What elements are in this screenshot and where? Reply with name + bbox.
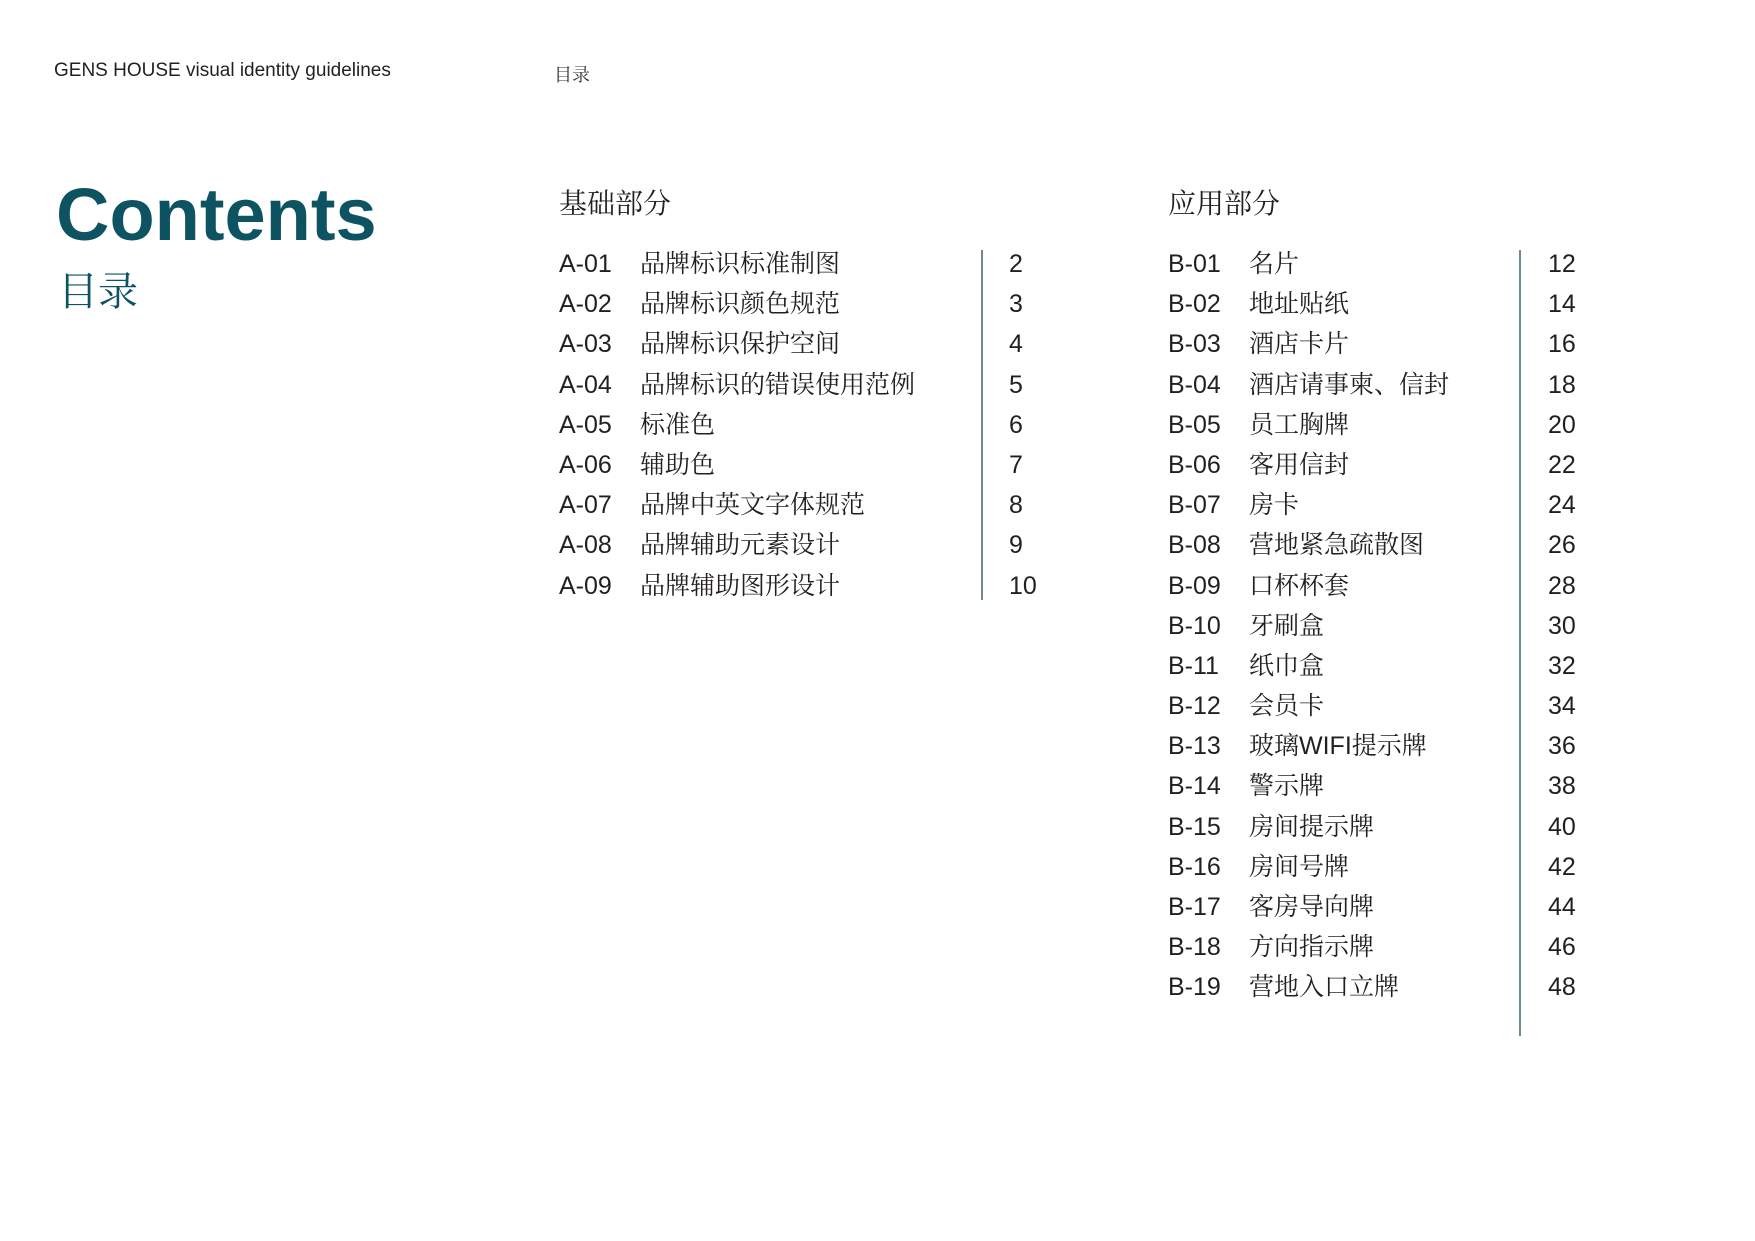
toc-row[interactable] xyxy=(559,405,1023,445)
toc-label: 口杯杯套 xyxy=(1249,571,1350,600)
toc-page: 9 xyxy=(1009,531,1023,560)
toc-page: 34 xyxy=(1548,692,1576,721)
toc-label: 方向指示牌 xyxy=(1249,933,1375,962)
toc-page: 8 xyxy=(1009,491,1023,520)
toc-label: 品牌标识的错误使用范例 xyxy=(640,370,916,399)
toc-label: 品牌标识颜色规范 xyxy=(640,290,841,319)
toc-row[interactable] xyxy=(559,284,1023,324)
toc-label: 员工胸牌 xyxy=(1249,410,1350,439)
toc-page: 10 xyxy=(1009,571,1037,600)
toc-code: B-02 xyxy=(1168,290,1221,319)
toc-row[interactable] xyxy=(1168,244,1576,284)
basic-section-title: 基础部分 xyxy=(559,188,672,219)
toc-row[interactable] xyxy=(1168,284,1576,324)
toc-page: 26 xyxy=(1548,531,1576,560)
toc-label: 牙刷盒 xyxy=(1249,611,1325,640)
toc-code: B-05 xyxy=(1168,410,1221,439)
toc-row[interactable] xyxy=(1168,967,1576,1007)
toc-row[interactable] xyxy=(559,445,1023,485)
toc-label: 名片 xyxy=(1249,250,1300,278)
toc-code: A-03 xyxy=(559,330,612,359)
toc-code: A-05 xyxy=(559,410,612,439)
toc-label: 客房导向牌 xyxy=(1249,893,1375,921)
basic-section-list xyxy=(559,244,1037,606)
toc-label: 品牌辅助元素设计 xyxy=(640,531,841,560)
toc-code: B-08 xyxy=(1168,531,1221,560)
toc-row[interactable] xyxy=(1168,847,1576,887)
toc-code: B-19 xyxy=(1168,973,1221,1002)
toc-page: 16 xyxy=(1548,330,1576,359)
toc-row[interactable] xyxy=(559,485,1023,525)
toc-row[interactable] xyxy=(1168,927,1576,967)
toc-row[interactable] xyxy=(1168,807,1576,847)
toc-label: 酒店请事柬、信封 xyxy=(1249,370,1450,399)
toc-label: 客用信封 xyxy=(1249,450,1350,479)
application-section-list xyxy=(1168,244,1576,1008)
header-section-label: 目录 xyxy=(554,65,590,85)
toc-row[interactable] xyxy=(1168,566,1576,606)
toc-code: A-07 xyxy=(559,491,612,520)
toc-label: 地址贴纸 xyxy=(1249,290,1350,319)
toc-page: 18 xyxy=(1548,370,1576,399)
toc-page: 14 xyxy=(1548,290,1576,319)
toc-page: 32 xyxy=(1548,651,1576,680)
toc-code: A-09 xyxy=(559,571,612,600)
toc-label: 玻璃WIFI提示牌 xyxy=(1249,732,1427,761)
application-section xyxy=(1168,186,1576,1008)
toc-label: 品牌辅助图形设计 xyxy=(640,571,841,600)
toc-label: 房卡 xyxy=(1249,491,1300,520)
toc-code: B-07 xyxy=(1168,491,1221,520)
toc-row[interactable] xyxy=(1168,686,1576,726)
toc-code: A-01 xyxy=(559,250,612,278)
toc-row[interactable] xyxy=(1168,405,1576,445)
toc-label: 品牌标识保护空间 xyxy=(640,330,841,359)
toc-code: B-06 xyxy=(1168,450,1221,479)
toc-row[interactable] xyxy=(559,566,1037,606)
toc-page: 6 xyxy=(1009,410,1023,439)
basic-page-divider xyxy=(981,250,983,600)
toc-label: 酒店卡片 xyxy=(1249,330,1350,359)
toc-code: B-14 xyxy=(1168,772,1221,801)
toc-page: 36 xyxy=(1548,732,1576,761)
toc-page: 42 xyxy=(1548,852,1576,881)
toc-code: B-11 xyxy=(1168,651,1219,680)
toc-row[interactable] xyxy=(1168,445,1576,485)
toc-page: 48 xyxy=(1548,973,1576,1002)
toc-label: 营地入口立牌 xyxy=(1249,973,1400,1002)
toc-code: B-13 xyxy=(1168,732,1221,761)
toc-label: 纸巾盒 xyxy=(1249,651,1325,680)
toc-row[interactable] xyxy=(1168,485,1576,525)
toc-row[interactable] xyxy=(559,324,1023,364)
toc-label: 房间号牌 xyxy=(1249,852,1350,881)
toc-row[interactable] xyxy=(559,244,1023,284)
toc-page: 22 xyxy=(1548,450,1576,479)
toc-code: B-09 xyxy=(1168,571,1221,600)
toc-row[interactable] xyxy=(1168,324,1576,364)
toc-row[interactable] xyxy=(1168,646,1576,686)
toc-row[interactable] xyxy=(1168,726,1576,766)
toc-code: B-15 xyxy=(1168,812,1221,841)
toc-label: 营地紧急疏散图 xyxy=(1249,531,1425,560)
toc-page: 12 xyxy=(1548,250,1576,278)
toc-code: B-04 xyxy=(1168,370,1221,399)
toc-page: 24 xyxy=(1548,491,1576,520)
toc-code: A-06 xyxy=(559,450,612,479)
toc-row[interactable] xyxy=(559,525,1023,565)
toc-page: 20 xyxy=(1548,410,1576,439)
toc-code: B-10 xyxy=(1168,611,1221,640)
application-section-title: 应用部分 xyxy=(1168,188,1281,219)
page-title-en: Contents xyxy=(56,173,377,256)
toc-code: A-02 xyxy=(559,290,612,319)
toc-page: 2 xyxy=(1009,250,1023,278)
toc-row[interactable] xyxy=(1168,525,1576,565)
toc-code: B-01 xyxy=(1168,250,1221,278)
header-brand-line: GENS HOUSE visual identity guidelines xyxy=(54,60,391,81)
toc-label: 标准色 xyxy=(640,410,716,439)
toc-label: 警示牌 xyxy=(1249,772,1325,801)
toc-row[interactable] xyxy=(1168,766,1576,806)
page-title-cn: 目录 xyxy=(58,270,138,314)
toc-code: B-12 xyxy=(1168,692,1221,721)
toc-page: 40 xyxy=(1548,812,1576,841)
toc-row[interactable] xyxy=(559,365,1023,405)
toc-page: 38 xyxy=(1548,772,1576,801)
application-page-divider xyxy=(1519,250,1521,1036)
toc-code: B-16 xyxy=(1168,852,1221,881)
toc-page: 7 xyxy=(1009,450,1023,479)
toc-label: 房间提示牌 xyxy=(1249,812,1375,841)
toc-page: 28 xyxy=(1548,571,1576,600)
toc-code: B-03 xyxy=(1168,330,1221,359)
toc-page: 30 xyxy=(1548,611,1576,640)
toc-page: 4 xyxy=(1009,330,1023,359)
toc-row[interactable] xyxy=(1168,606,1576,646)
toc-row[interactable] xyxy=(1168,365,1576,405)
toc-row[interactable] xyxy=(1168,887,1576,927)
toc-code: B-18 xyxy=(1168,933,1221,962)
toc-label: 会员卡 xyxy=(1249,692,1325,721)
toc-code: B-17 xyxy=(1168,893,1221,921)
toc-page: 5 xyxy=(1009,370,1023,399)
toc-page: 46 xyxy=(1548,933,1576,962)
toc-code: A-04 xyxy=(559,370,612,399)
toc-label: 品牌标识标准制图 xyxy=(640,250,841,278)
toc-label: 辅助色 xyxy=(640,450,716,479)
toc-code: A-08 xyxy=(559,531,612,560)
basic-section xyxy=(559,186,1037,606)
toc-page: 44 xyxy=(1548,893,1576,921)
toc-label: 品牌中英文字体规范 xyxy=(640,491,866,520)
toc-page: 3 xyxy=(1009,290,1023,319)
